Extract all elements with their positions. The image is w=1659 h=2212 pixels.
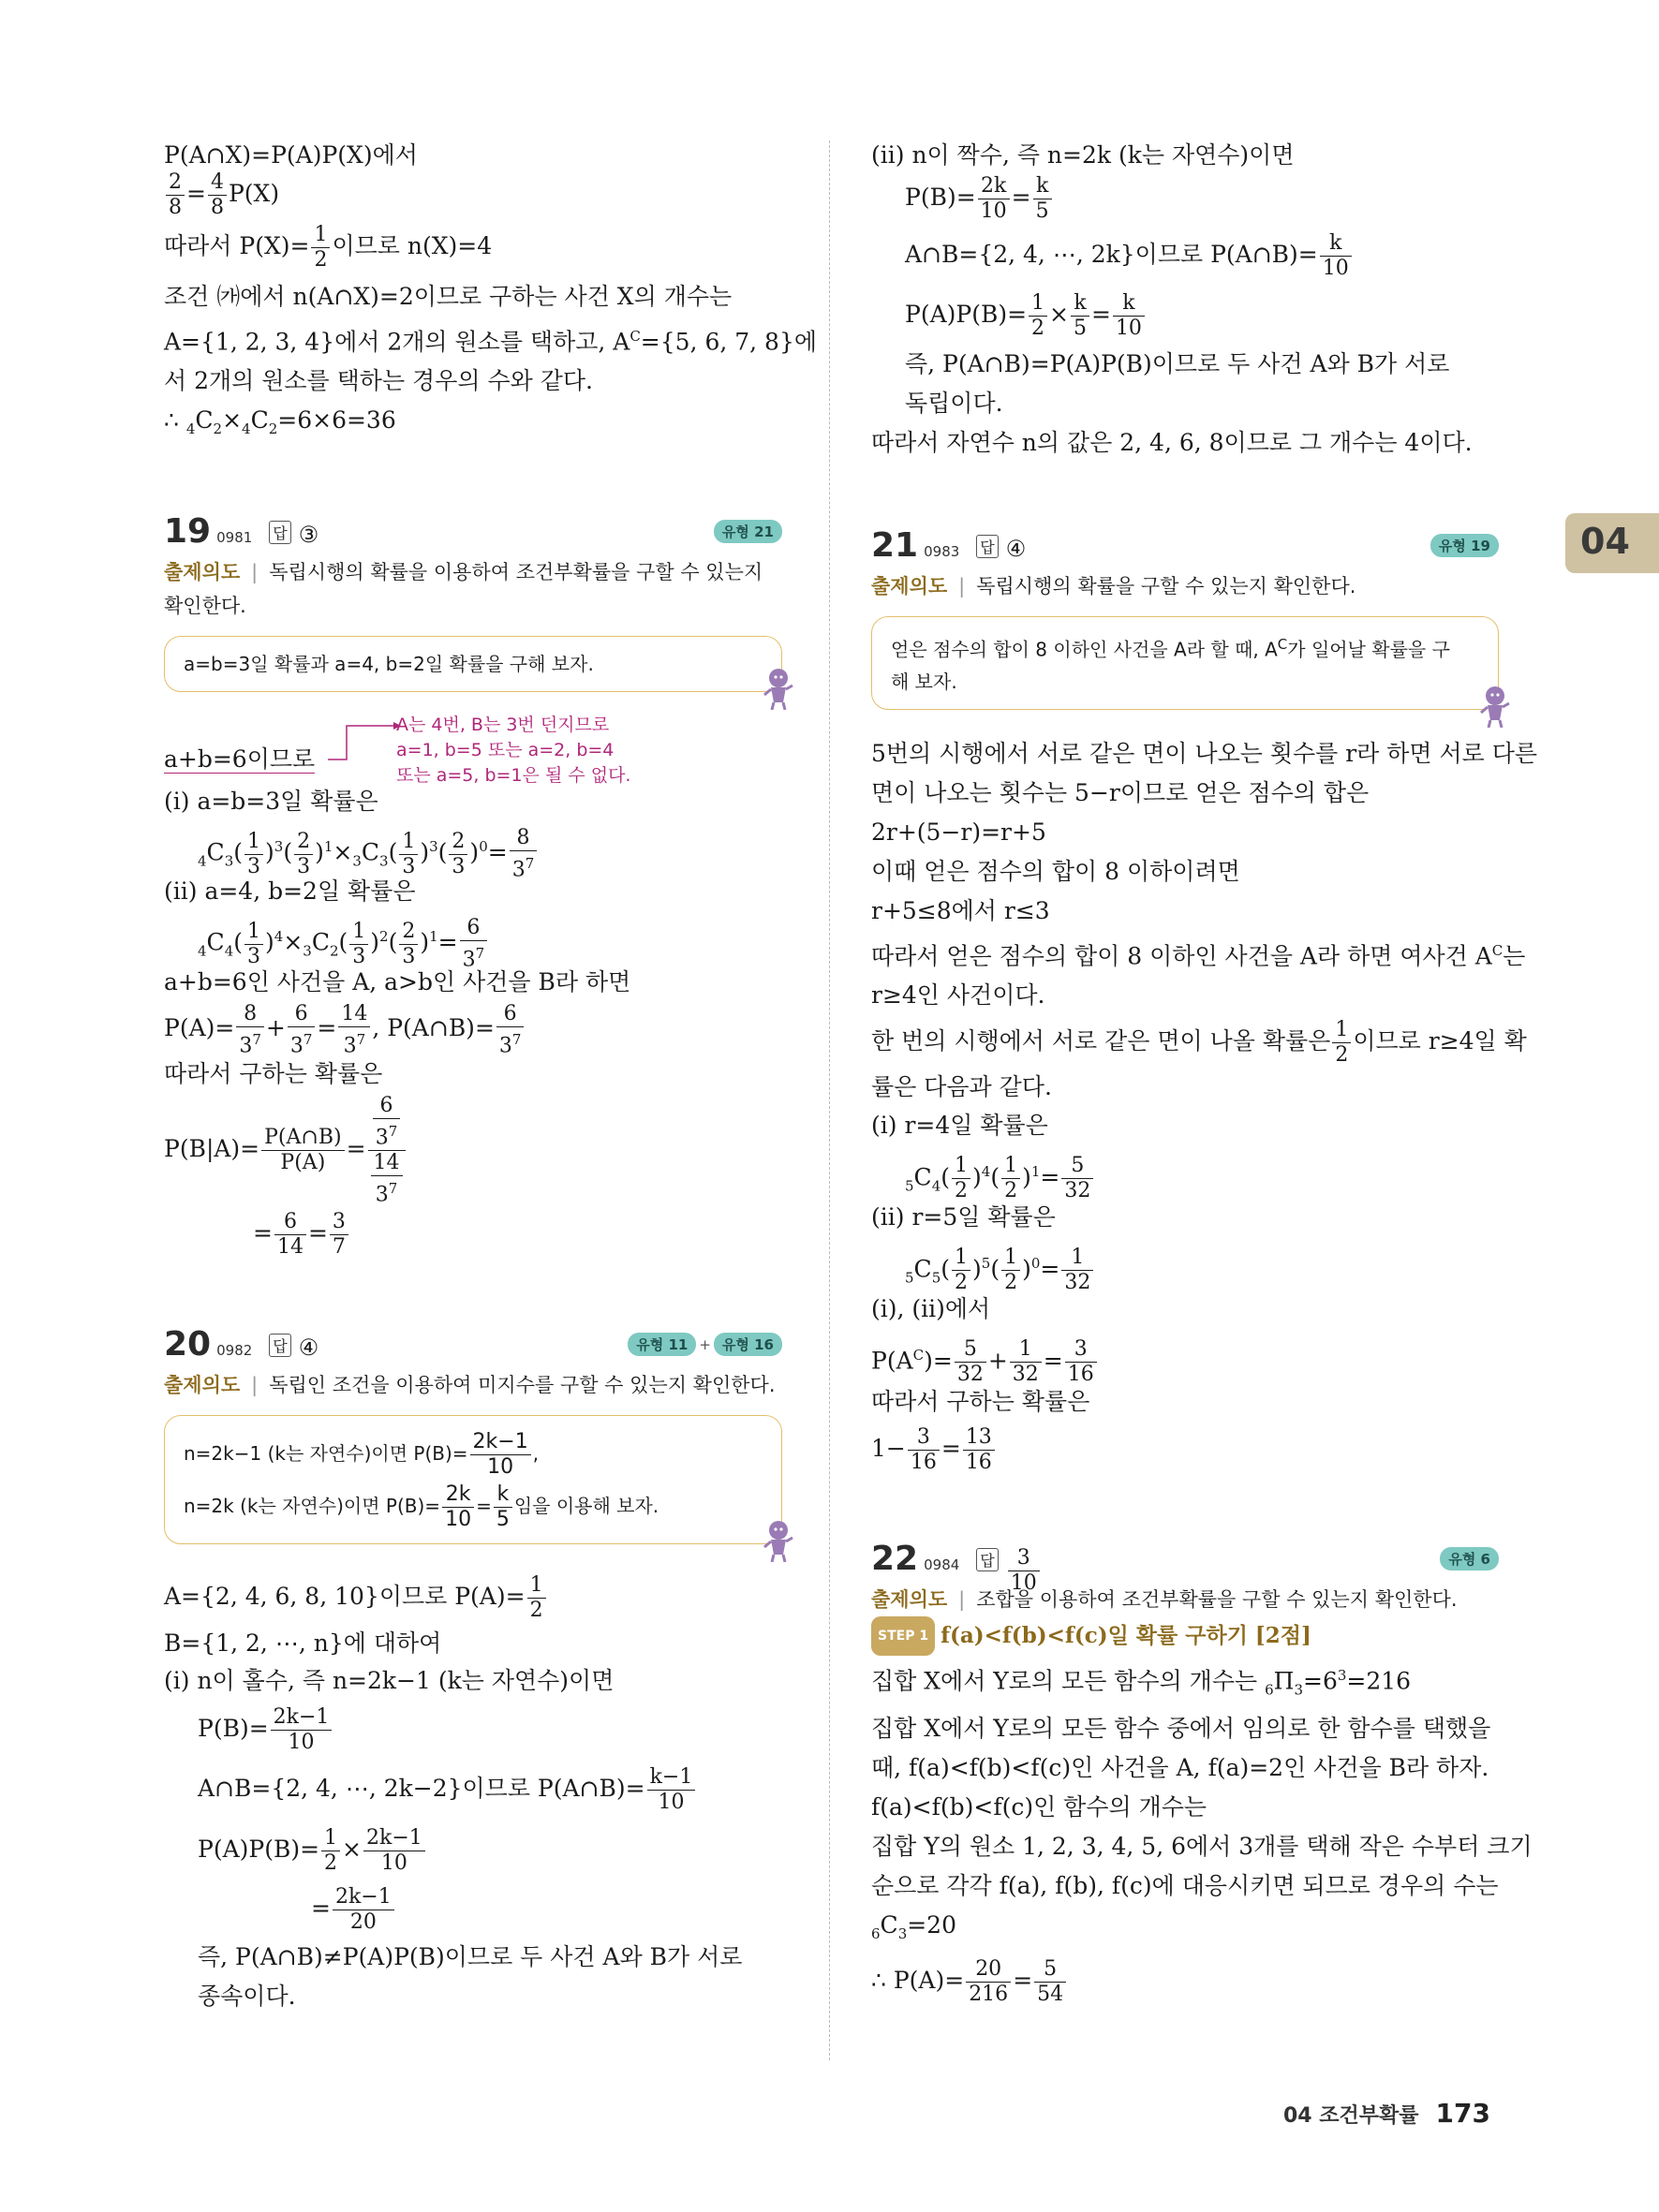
math-line: A={2, 4, 6, 8, 10}이므로 P(A)= $\frac{1}{2}$ bbox=[164, 1569, 782, 1625]
text-line: (ⅰ) a=b=3일 확률은 bbox=[164, 788, 378, 816]
answer-value: $\frac{3}{10}$ bbox=[1008, 1546, 1040, 1596]
answer-label: 답 bbox=[269, 1334, 290, 1357]
math-line: P(B|A)= $\frac{P(A\cap B)}{P(A)}$ = $\frac{\frac{6}{3^7}}{\frac{14}{3^7}}$ bbox=[164, 1093, 782, 1205]
question-intent: 출제의도 | 독립인 조건을 이용하여 미지수를 구할 수 있는지 확인한다. bbox=[164, 1374, 776, 1397]
text-line: a+b=6인 사건을 A, a>b인 사건을 B라 하면 bbox=[164, 968, 631, 996]
question-number: 19 bbox=[164, 512, 212, 552]
text-line: 즉, P(A∩B)=P(A)P(B)이므로 두 사건 A와 B가 서로 bbox=[905, 350, 1450, 377]
text-line: 종속이다. bbox=[198, 1983, 296, 2011]
step-heading: STEP 1 f(a)<f(b)<f(c)일 확률 구하기 [2점] bbox=[871, 1616, 1499, 1656]
mascot-icon bbox=[763, 1519, 794, 1562]
math-line: P(A)P(B)= $\frac{1}{2}$ × $\frac{2k-1}{10}$ bbox=[164, 1820, 782, 1880]
math-line: $_5C_5$( $\frac{1}{2}$ )$^5$( $\frac{1}{2}$ )$^0$= $\frac{1}{32}$ bbox=[871, 1236, 1499, 1290]
question-intent: 출제의도 | 독립시행의 확률을 구할 수 있는지 확인한다. bbox=[871, 575, 1356, 597]
text-line: 이때 얻은 점수의 합이 8 이하이려면 bbox=[871, 857, 1240, 885]
math-line: ∴ P(A)= $\frac{20}{216}$ = $\frac{5}{54}$ bbox=[871, 1954, 1499, 2008]
math-line: A∩B={2, 4, ⋯, 2k}이므로 P(A∩B)= $\frac{k}{10}$ bbox=[871, 225, 1499, 285]
question-20-header: 20 0982 답 ④ 유형 11 + 유형 16 bbox=[164, 1325, 782, 1368]
text-line: A={1, 2, 3, 4}에서 2개의 원소를 택하고, $A^C=\{5$, 6, 7, 8}에 bbox=[164, 328, 818, 356]
question-19-header: 19 0981 답 ③ 유형 21 bbox=[164, 512, 782, 555]
column-divider bbox=[829, 140, 830, 2060]
math-line: P(A)= $\frac{8}{3^7}$ + $\frac{6}{3^7}$ = $\frac{14}{3^7}$ , P(A∩B)= $\frac{6}{3^7}$ bbox=[164, 1001, 782, 1055]
chapter-tab: 04 bbox=[1565, 513, 1659, 573]
text-line: B={1, 2, ⋯, n}에 대하여 bbox=[164, 1630, 442, 1658]
math-line: $\frac{2}{8}$ = $\frac{4}{8}$ P(X) bbox=[164, 170, 782, 217]
text-line: 즉, P(A∩B)≠P(A)P(B)이므로 두 사건 A와 B가 서로 bbox=[198, 1943, 743, 1971]
right-column bbox=[871, 140, 1538, 2008]
math-line: = $\frac{2k-1}{20}$ bbox=[164, 1880, 782, 1938]
text-line: (ⅰ) n이 홀수, 즉 n=2k−1 (k는 자연수)이면 bbox=[164, 1667, 615, 1695]
answer-label: 답 bbox=[976, 535, 998, 558]
text-line: 집합 Y의 원소 1, 2, 3, 4, 5, 6에서 3개를 택해 작은 수부터 크기 bbox=[871, 1833, 1533, 1861]
text-line: r+5≤8에서 r≤3 bbox=[871, 896, 1050, 924]
text-line: (ⅰ), (ⅱ)에서 bbox=[871, 1294, 991, 1322]
math-line: $_6C_3=20$ bbox=[871, 1911, 956, 1943]
question-22-header: 22 0984 답 $\frac{3}{10}$ 유형 6 bbox=[871, 1540, 1499, 1583]
text-line: 률은 다음과 같다. bbox=[871, 1072, 1052, 1100]
text-line: 서 2개의 원소를 택하는 경우의 수와 같다. bbox=[164, 367, 593, 395]
text-line: 집합 X에서 Y로의 모든 함수 중에서 임의로 한 함수를 택했을 bbox=[871, 1715, 1491, 1743]
math-line: P(B)= $\frac{2k-1}{10}$ bbox=[164, 1700, 782, 1758]
text-line: 따라서 구하는 확률은 bbox=[871, 1387, 1090, 1415]
question-intent: 출제의도 | 조합을 이용하여 조건부확률을 구할 수 있는지 확인한다. bbox=[871, 1587, 1458, 1611]
page-number: 173 bbox=[1435, 2098, 1490, 2129]
text-line: 독립이다. bbox=[905, 390, 1003, 417]
arrow-icon bbox=[328, 718, 403, 765]
text-line: 면이 나오는 횟수는 5−r이므로 얻은 점수의 합은 bbox=[871, 778, 1370, 806]
text-line: 2r+(5−r)=r+5 bbox=[871, 818, 1046, 846]
text-line: (ⅱ) r=5일 확률은 bbox=[871, 1202, 1056, 1231]
mascot-icon bbox=[1479, 685, 1511, 728]
type-badge: 유형 21 bbox=[714, 520, 782, 543]
answer-value: ④ bbox=[1005, 536, 1027, 562]
math-line: $_5C_4$( $\frac{1}{2}$ )$^4$( $\frac{1}{2}$ )$^1$= $\frac{5}{32}$ bbox=[871, 1144, 1499, 1199]
type-badge: 유형 6 bbox=[1440, 1547, 1499, 1571]
page-footer bbox=[1283, 2098, 1490, 2129]
text-line: (ⅰ) r=4일 확률은 bbox=[871, 1111, 1048, 1139]
left-column bbox=[164, 140, 818, 2016]
math-line: $_4C_3$( $\frac{1}{3}$ )$^3$( $\frac{2}{3}$ )$^1\times_3C_3$( $\frac{1}{3}$ )$^3$( $\frac{2}{3}$ )$^0$= $\frac{8}{3^7}$ bbox=[164, 819, 782, 874]
text-line: (ⅱ) n이 짝수, 즉 n=2k (k는 자연수)이면 bbox=[871, 141, 1295, 169]
text-line: 때, f(a)<f(b)<f(c)인 사건을 A, f(a)=2인 사건을 B라 하자. bbox=[871, 1754, 1489, 1782]
hint-box: 얻은 점수의 합이 8 이하인 사건을 A라 할 때, $A^C$가 일어날 확률을 구 해 보자. bbox=[871, 616, 1499, 710]
question-intent: 출제의도 | 독립시행의 확률을 이용하여 조건부확률을 구할 수 있는지 확인한다. bbox=[164, 561, 763, 618]
mascot-icon bbox=[763, 667, 794, 710]
text-line: 따라서 자연수 n의 값은 2, 4, 6, 8이므로 그 개수는 4이다. bbox=[871, 429, 1473, 456]
text-line: 따라서 얻은 점수의 합이 8 이하인 사건을 A라 하면 여사건 $A^C$는 bbox=[871, 941, 1526, 969]
math-line: A∩B={2, 4, ⋯, 2k−2}이므로 P(A∩B)= $\frac{k-1}{10}$ bbox=[164, 1758, 782, 1820]
side-note: A는 4번, B는 3번 던지므로 a=1, b=5 또는 a=2, b=4 또는 a=5, b=1은 될 수 없다. bbox=[396, 715, 631, 787]
question-number: 20 bbox=[164, 1325, 212, 1364]
math-line: $P(A^C)=$ $\frac{5}{32}$ + $\frac{1}{32}$ = $\frac{3}{16}$ bbox=[871, 1328, 1499, 1382]
type-badge: 유형 16 bbox=[714, 1333, 782, 1356]
type-badge: 유형 11 bbox=[628, 1333, 696, 1356]
type-badge: 유형 19 bbox=[1430, 534, 1499, 557]
answer-value: ③ bbox=[298, 522, 319, 549]
math-line: ∴ $_4C_2\times_4C_2=6\times 6=36$ bbox=[164, 406, 396, 438]
text-line: 조건 ㈎에서 n(A∩X)=2이므로 구하는 사건 X의 개수는 bbox=[164, 283, 733, 310]
text-line: 순으로 각각 f(a), f(b), f(c)에 대응시키면 되므로 경우의 수는 bbox=[871, 1872, 1499, 1900]
text-line: a+b=6이므로 bbox=[164, 745, 316, 774]
text-line: 따라서 구하는 확률은 bbox=[164, 1060, 383, 1088]
hint-box: n=2k−1 (k는 자연수)이면 P(B)= $\frac{2k-1}{10}$ , n=2k (k는 자연수)이면 P(B)= $\frac{2k}{10}$ = $\frac{k}{5}$ 임을 이용해 보자. bbox=[164, 1415, 782, 1544]
text-line: r≥4인 사건이다. bbox=[871, 981, 1045, 1009]
math-line: = $\frac{6}{14}$ = $\frac{3}{7}$ bbox=[164, 1205, 782, 1261]
answer-label: 답 bbox=[269, 521, 290, 544]
text-line: (ⅱ) a=4, b=2일 확률은 bbox=[164, 877, 416, 906]
math-line: 1− $\frac{3}{16}$ = $\frac{13}{16}$ bbox=[871, 1422, 1499, 1476]
hint-box: a=b=3일 확률과 a=4, b=2일 확률을 구해 보자. bbox=[164, 636, 782, 692]
text-line: 5번의 시행에서 서로 같은 면이 나오는 횟수를 r라 하면 서로 다른 bbox=[871, 739, 1538, 767]
text-line: f(a)<f(b)<f(c)인 함수의 개수는 bbox=[871, 1793, 1207, 1821]
question-number: 22 bbox=[871, 1539, 919, 1578]
math-line: 한 번의 시행에서 서로 같은 면이 나올 확률은 $\frac{1}{2}$ 이므로 r≥4일 확 bbox=[871, 1017, 1527, 1067]
answer-value: ④ bbox=[298, 1335, 319, 1362]
math-line: $_4C_4$( $\frac{1}{3}$ )$^4\times_3C_2$( $\frac{1}{3}$ )$^2$( $\frac{2}{3}$ )$^1$= $\frac{6}{3^7}$ bbox=[164, 909, 782, 964]
answer-label: 답 bbox=[976, 1548, 998, 1571]
text-line: P(A∩X)=P(A)P(X)에서 bbox=[164, 141, 418, 169]
question-21-header: 21 0983 답 ④ 유형 19 bbox=[871, 526, 1499, 569]
math-line: 집합 X에서 Y로의 모든 함수의 개수는 $_6\Pi_3=6^3=216$ bbox=[871, 1666, 1412, 1699]
math-line: 따라서 P(X)= $\frac{1}{2}$ 이므로 n(X)=4 bbox=[164, 223, 493, 272]
math-line: P(A)P(B)= $\frac{1}{2}$ × $\frac{k}{5}$ = $\frac{k}{10}$ bbox=[871, 285, 1499, 345]
math-line: P(B)= $\frac{2k}{10}$ = $\frac{k}{5}$ bbox=[871, 170, 1499, 225]
chapter-title: 04 조건부확률 bbox=[1283, 2104, 1419, 2128]
question-number: 21 bbox=[871, 526, 919, 565]
